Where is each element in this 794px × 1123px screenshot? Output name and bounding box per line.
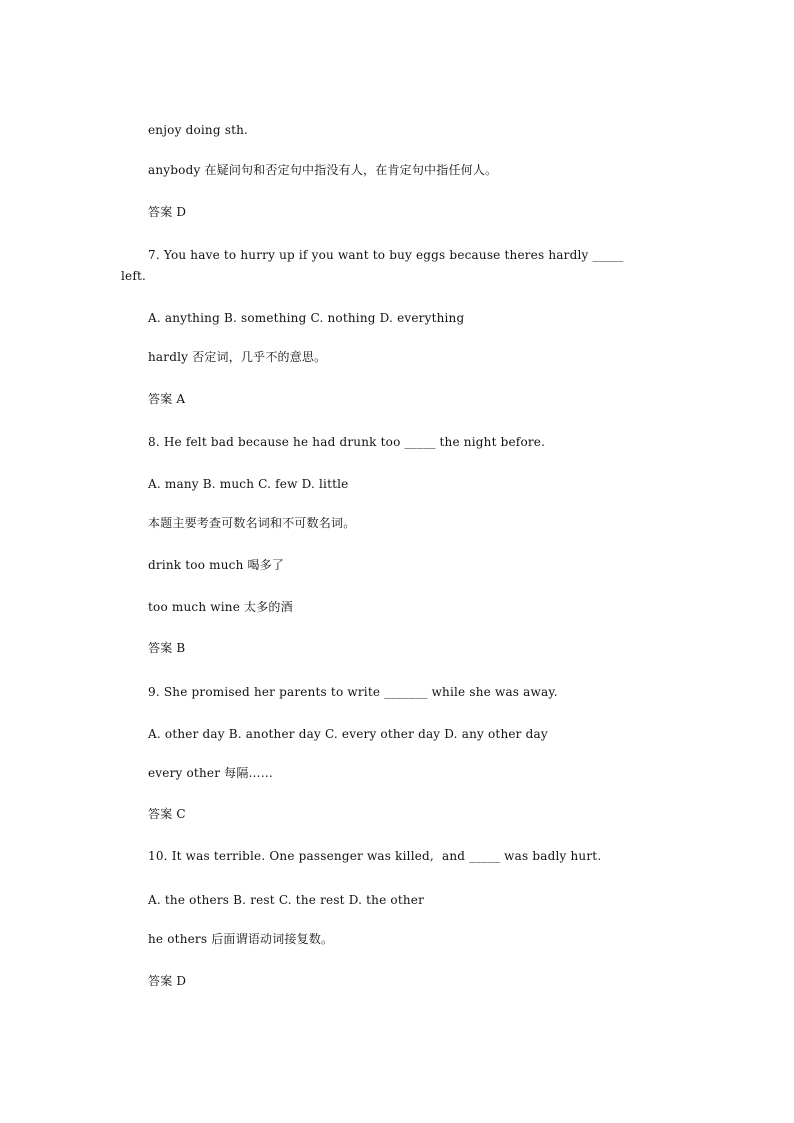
answer-line: 答案 D	[148, 205, 187, 219]
question-10-options: A. the others B. rest C. the rest D. the other	[148, 893, 425, 907]
explanation-line: 本题主要考查可数名词和不可数名词。	[148, 516, 356, 530]
answer-line: 答案 A	[148, 392, 186, 406]
explanation-line: too much wine 太多的酒	[148, 600, 293, 614]
text-line: anybody 在疑问句和否定句中指没有人，在肯定句中指任何人。	[148, 163, 498, 177]
question-7: 7. You have to hurry up if you want to buy eggs because theres hardly _____	[148, 248, 624, 262]
text-line: enjoy doing sth.	[148, 123, 249, 137]
question-10: 10. It was terrible. One passenger was killed, and _____ was badly hurt.	[148, 849, 602, 863]
answer-line: 答案 C	[148, 807, 186, 821]
explanation-line: hardly 否定词，几乎不的意思。	[148, 350, 327, 364]
question-9: 9. She promised her parents to write _______ while she was away.	[148, 685, 558, 699]
explanation-line: drink too much 喝多了	[148, 558, 285, 572]
answer-line: 答案 D	[148, 974, 187, 988]
explanation-line: every other 每隔……	[148, 766, 273, 780]
question-7-options: A. anything B. something C. nothing D. everything	[148, 311, 465, 325]
question-8-options: A. many B. much C. few D. little	[148, 477, 349, 491]
question-9-options: A. other day B. another day C. every other day D. any other day	[148, 727, 548, 741]
question-7-continuation: left.	[121, 269, 147, 283]
question-8: 8. He felt bad because he had drunk too _____ the night before.	[148, 435, 546, 449]
answer-line: 答案 B	[148, 641, 186, 655]
explanation-line: he others 后面谓语动词接复数。	[148, 932, 334, 946]
